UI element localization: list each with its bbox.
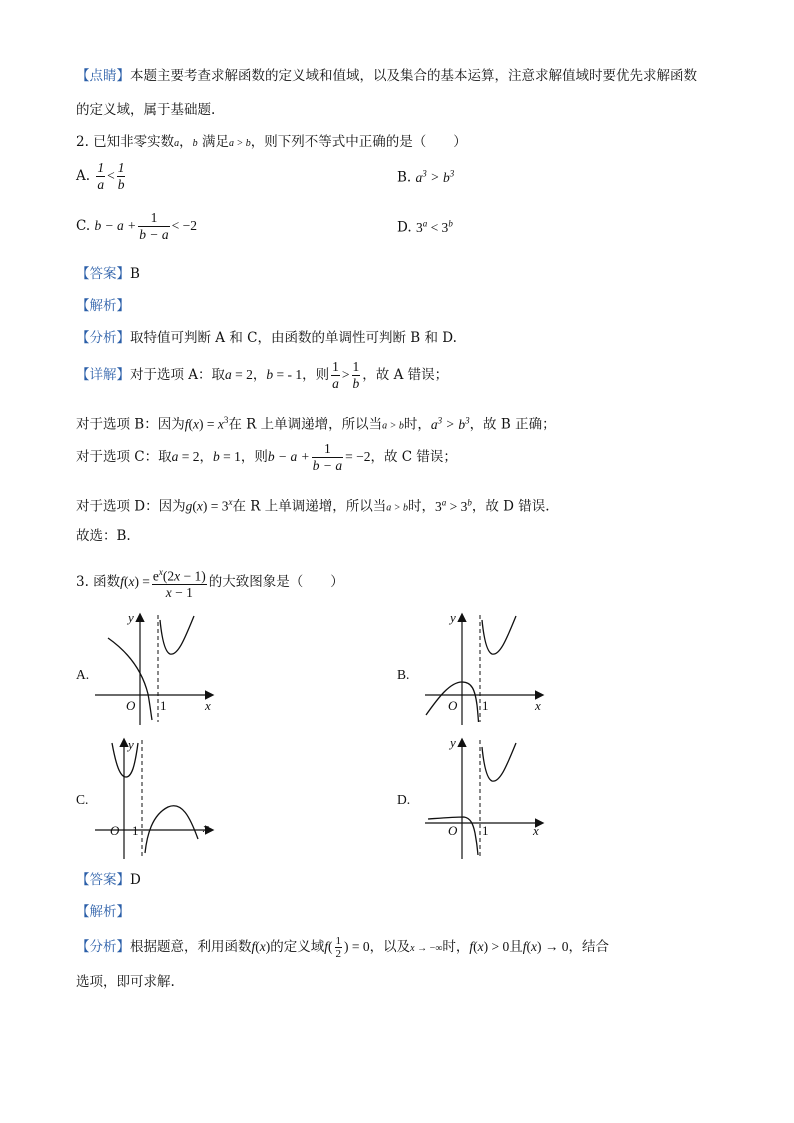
q2-stem: 2. 已知非零实数a，b 满足a > b，则下列不等式中正确的是（ ） — [76, 134, 467, 150]
frac-1-over-a: $\frac{1}{a}$ — [97, 160, 105, 192]
q2-detail-c: 对于选项 C：取a = 2，b = 1，则b − a + $\frac{1}{b - a}$ = −2，故 C 错误； — [76, 441, 457, 473]
one-label: 1 — [482, 698, 489, 713]
x-label: x — [535, 698, 541, 713]
one-label: 1 — [132, 823, 139, 838]
y-label: y — [450, 735, 456, 750]
curve-left — [112, 743, 138, 777]
q3-fenxi-line-2: 选项，即可求解. — [76, 974, 175, 990]
one-label: 1 — [160, 698, 167, 713]
q3-analysis-tag: 【解析】 — [76, 904, 130, 920]
y-label: y — [450, 610, 456, 625]
dianjing-line-1: 【点睛】本题主要考查求解函数的定义域和值域，以及集合的基本运算，注意求解值域时要优先求解函数 — [76, 68, 697, 84]
origin-label: O — [110, 823, 120, 838]
y-label: y — [128, 610, 134, 625]
q3-stem: 3. 函数f(x) = $\frac{e^x(2x - 1)}{x - 1}$ 的大致图象是（ ） — [76, 562, 344, 602]
dianjing-line-2: 的定义域，属于基础题. — [76, 102, 216, 118]
y-label: y — [128, 737, 134, 752]
one-label: 1 — [482, 823, 489, 838]
origin-label: O — [126, 698, 136, 713]
q2-fenxi: 【分析】取特值可判断 A 和 C，由函数的单调性可判断 B 和 D. — [76, 330, 457, 346]
graph-a — [90, 610, 220, 725]
graph-b-label: B. — [397, 667, 410, 682]
q2-detail-b: 对于选项 B：因为$f(x) = x^3$在 R 上单调递增，所以当a > b时，$a^3 > b^3$，故 B 正确； — [76, 415, 556, 433]
q2-detail-a: 【详解】对于选项 A：取a = 2，b = - 1，则 $\frac{1}{a}$ > $\frac{1}{b}$ ，故 A 错误； — [76, 359, 449, 391]
graph-d — [420, 735, 550, 860]
curve-right — [482, 743, 516, 781]
q2-analysis-tag: 【解析】 — [76, 298, 130, 314]
graph-c — [90, 735, 220, 860]
q2-option-b: B. $a^3 > b^3$ — [397, 168, 455, 186]
frac-1-over-b: $\frac{1}{b}$ — [117, 160, 125, 192]
frac-1-over-b-minus-a: $\frac{1}{b - a}$ — [139, 210, 169, 242]
q2-detail-d: 对于选项 D：因为$g(x) = 3^x$在 R 上单调递增，所以当a > b时，$3^a > 3^b$，故 D 错误. — [76, 497, 550, 515]
q3-function-fraction: $\frac{e^x(2x - 1)}{x - 1}$ — [152, 564, 207, 602]
q2-option-a: A. $\frac{1}{a}$ < $\frac{1}{b}$ — [76, 160, 125, 192]
x-label: x — [205, 698, 211, 713]
graph-d-label: D. — [397, 792, 411, 807]
x-label: x — [533, 823, 539, 838]
curve-right — [482, 616, 516, 654]
curve-right — [160, 616, 194, 654]
graph-c-label: C. — [76, 792, 89, 807]
origin-label: O — [448, 823, 458, 838]
q2-option-c: C. b − a + $\frac{1}{b - a}$ < −2 — [76, 210, 198, 242]
q2-choose: 故选：B. — [76, 528, 131, 544]
origin-label: O — [448, 698, 458, 713]
x-label: x — [203, 820, 209, 835]
q3-answer: 【答案】D — [76, 872, 141, 888]
q2-answer: 【答案】B — [76, 266, 140, 282]
q3-fenxi: 【分析】根据题意，利用函数f(x)的定义域f( $\frac{1}{2}$ ) = 0，以及x → −∞时，f(x) > 0且f(x) → 0，结合 — [76, 935, 610, 960]
q2-option-d: D. $3^a < 3^b$ — [397, 218, 453, 236]
curve-right — [145, 806, 198, 853]
graph-a-label: A. — [76, 667, 90, 682]
graph-b — [420, 610, 550, 725]
